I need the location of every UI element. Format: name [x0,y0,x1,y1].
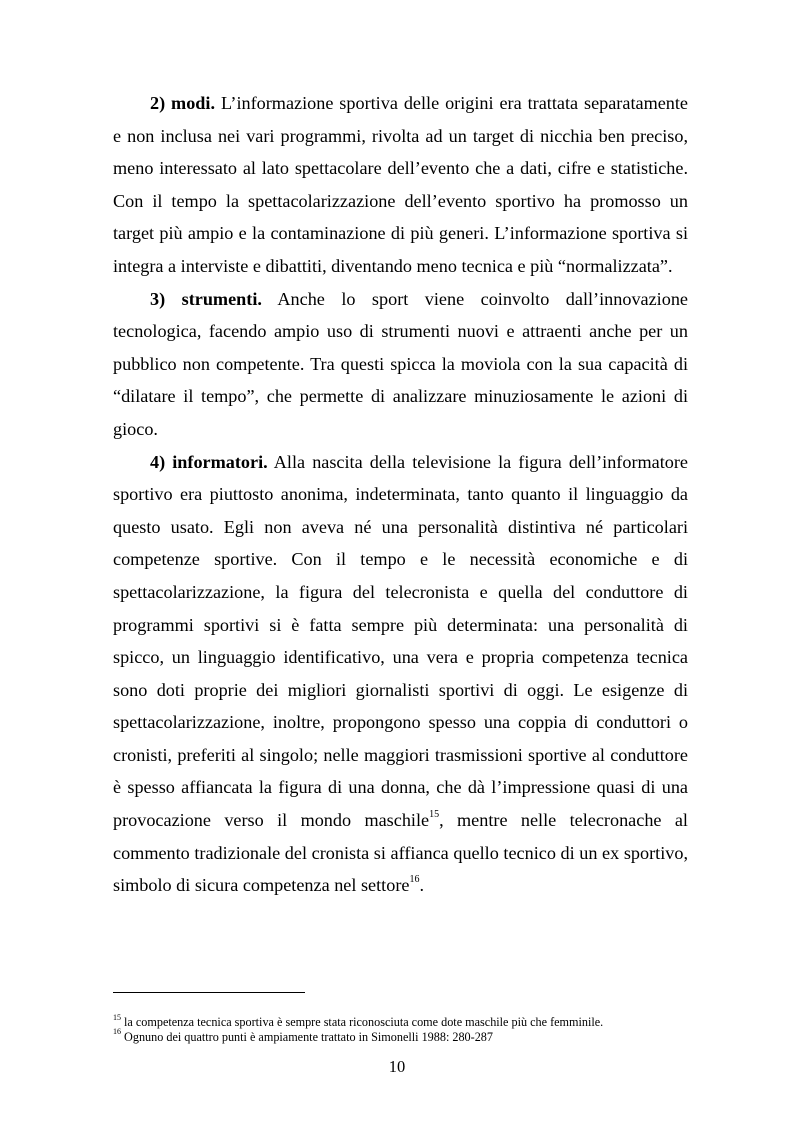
footnote-15 [113,1012,693,1030]
footnotes [113,1012,693,1044]
footnote-number: 16 [113,1027,121,1037]
heading-informatori: 4) informatori. [150,451,268,472]
paragraph-text: Alla nascita della televisione la figura dell’informatore sportivo era piuttosto anonima, indeterminata, tanto quanto il linguaggio da questo usato. Egli non aveva né una personalità distintiva né particolari competenze sportive. Con il tempo e le necessità economiche e di spettacolarizzazione, la figura del telecronista e quella del conduttore di programmi sportivi si è fatta sempre più determinata: una personalità di spicco, un linguaggio identificativo, una vera e propria competenza tecnica sono doti proprie dei migliori giornalisti sportivi di oggi. Le esigenze di spettacolarizzazione, inoltre, propongono spesso una coppia di conduttori o cronisti, preferiti al singolo; nelle maggiori trasmissioni sportive al conduttore è spesso affiancata la figura di una donna, che dà l’impressione quasi di una provocazione verso il mondo maschile [113,451,688,831]
footnote-text: Ognuno dei quattro punti è ampiamente trattato in Simonelli 1988: 280-287 [121,1029,493,1044]
footnote-number: 15 [113,1012,121,1022]
footnote-ref-15[interactable]: 15 [429,809,440,820]
paragraph-strumenti [113,283,688,446]
footnote-separator [113,992,305,993]
paragraph-text: L’informazione sportiva delle origini era trattata separatamente e non inclusa nei vari programmi, rivolta ad un target di nicchia ben preciso, meno interessato al lato spettacolare dell’evento che a dati, cifre e statistiche. Con il tempo la spettacolarizzazione dell’evento sportivo ha promosso un target più ampio e la contaminazione di più generi. L’informazione sportiva si integra a interviste e dibattiti, diventando meno tecnica e più “normalizzata”. [113,93,689,276]
footnote-16 [113,1027,693,1045]
heading-modi: 2) modi. [150,93,216,113]
footnote-ref-16[interactable]: 16 [409,874,420,886]
paragraph-text: , mentre nelle telecronache al commento tradizionale del cronista si affianca quello tecnico di un ex sportivo, simbolo di sicura competenza nel settore [113,810,688,896]
page-number: 10 [388,1057,406,1076]
heading-strumenti: 3) strumenti. [150,288,262,309]
paragraph-modi [113,87,688,283]
paragraph-informatori [113,446,688,902]
body-text [113,87,688,902]
footnote-text: la competenza tecnica sportiva è sempre stata riconosciuta come dote maschile più che femminile. [121,1015,604,1029]
paragraph-text: . [419,875,425,896]
paragraph-text: Anche lo sport viene coinvolto dall’innovazione tecnologica, facendo ampio uso di strumenti nuovi e attraenti anche per un pubblico non competente. Tra questi spicca la moviola con la sua capacità di “dilatare il tempo”, che permette di analizzare minuziosamente le azioni di gioco. [113,288,688,439]
